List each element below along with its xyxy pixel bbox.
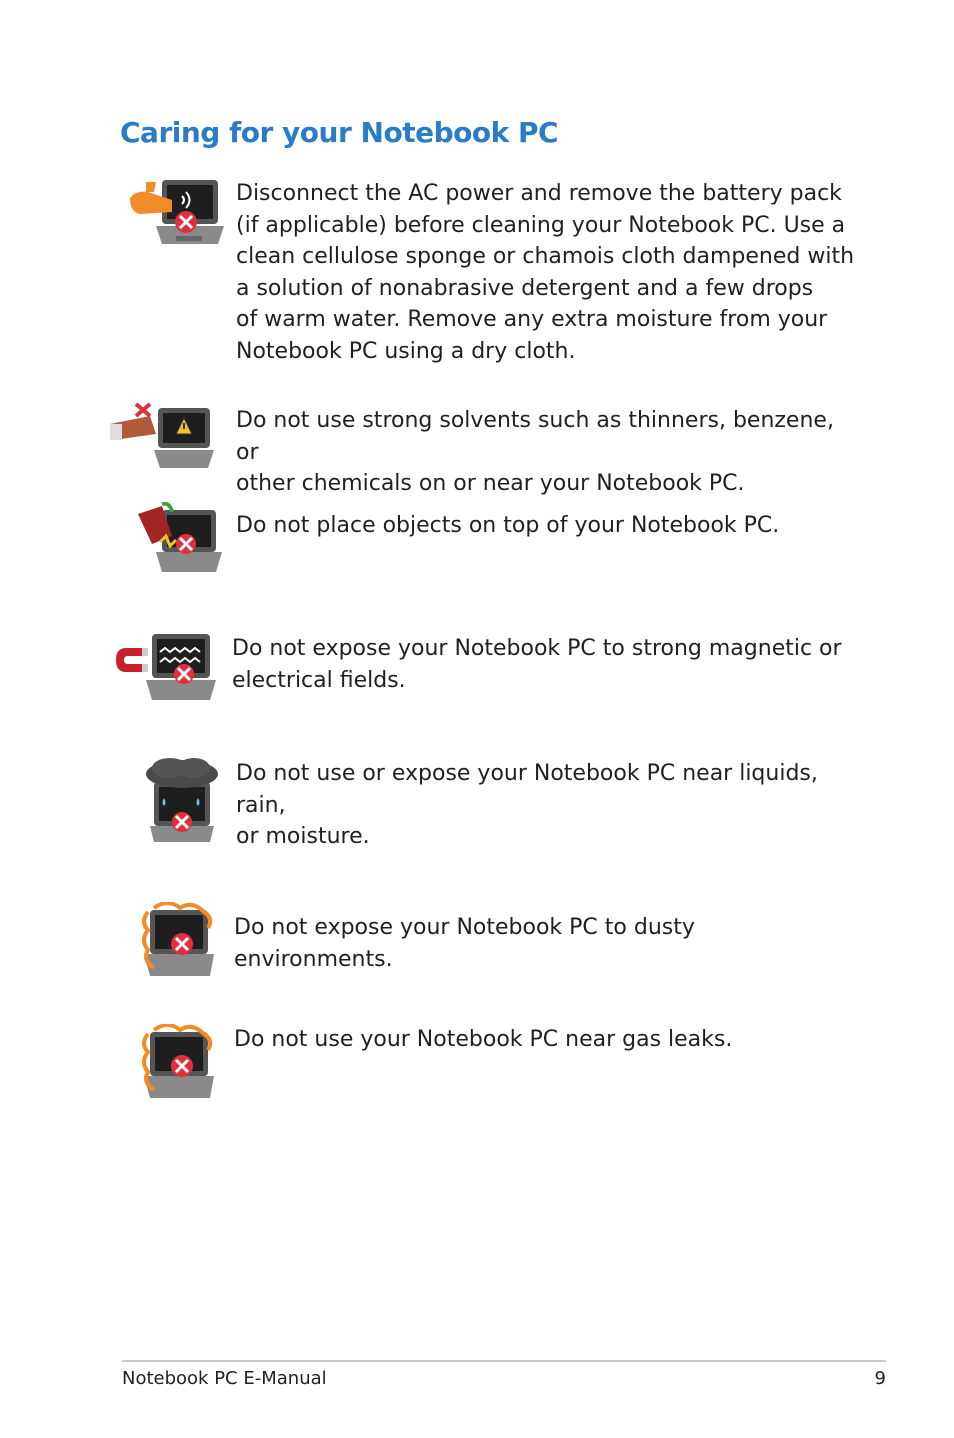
- solvent-icon: [108, 402, 220, 474]
- objects-on-top-icon: [132, 502, 244, 574]
- objects-instruction: Do not place objects on top of your Notebook PC.: [236, 513, 780, 538]
- footer-manual-name: Notebook PC E-Manual: [122, 1368, 327, 1389]
- liquids-instruction: Do not use or expose your Notebook PC near liquids, rain, or moisture.: [236, 761, 818, 850]
- footer-page-number: 9: [874, 1368, 886, 1389]
- page-title: Caring for your Notebook PC: [120, 116, 559, 149]
- dust-icon: [134, 902, 246, 974]
- cleaning-icon: [126, 178, 238, 250]
- gas-leak-icon: [134, 1024, 246, 1096]
- cleaning-instruction: Disconnect the AC power and remove the battery pack (if applicable) before cleaning your Notebook PC. Use a clean cellulose sponge or chamois cloth dampened with a solution of nonabrasive detergent and a few drops of warm water. Remove any extra moisture from your Notebook PC using a dry cloth.: [236, 181, 855, 364]
- magnet-icon: [112, 632, 224, 704]
- gas-leak-instruction: Do not use your Notebook PC near gas leaks.: [234, 1027, 733, 1052]
- footer-divider: [122, 1360, 886, 1362]
- rain-cloud-icon: [134, 756, 246, 828]
- magnetic-instruction: Do not expose your Notebook PC to strong magnetic or electrical fields.: [232, 636, 842, 693]
- solvent-instruction: Do not use strong solvents such as thinners, benzene, or other chemicals on or near your Notebook PC.: [236, 408, 834, 497]
- dust-instruction: Do not expose your Notebook PC to dusty environments.: [234, 915, 695, 972]
